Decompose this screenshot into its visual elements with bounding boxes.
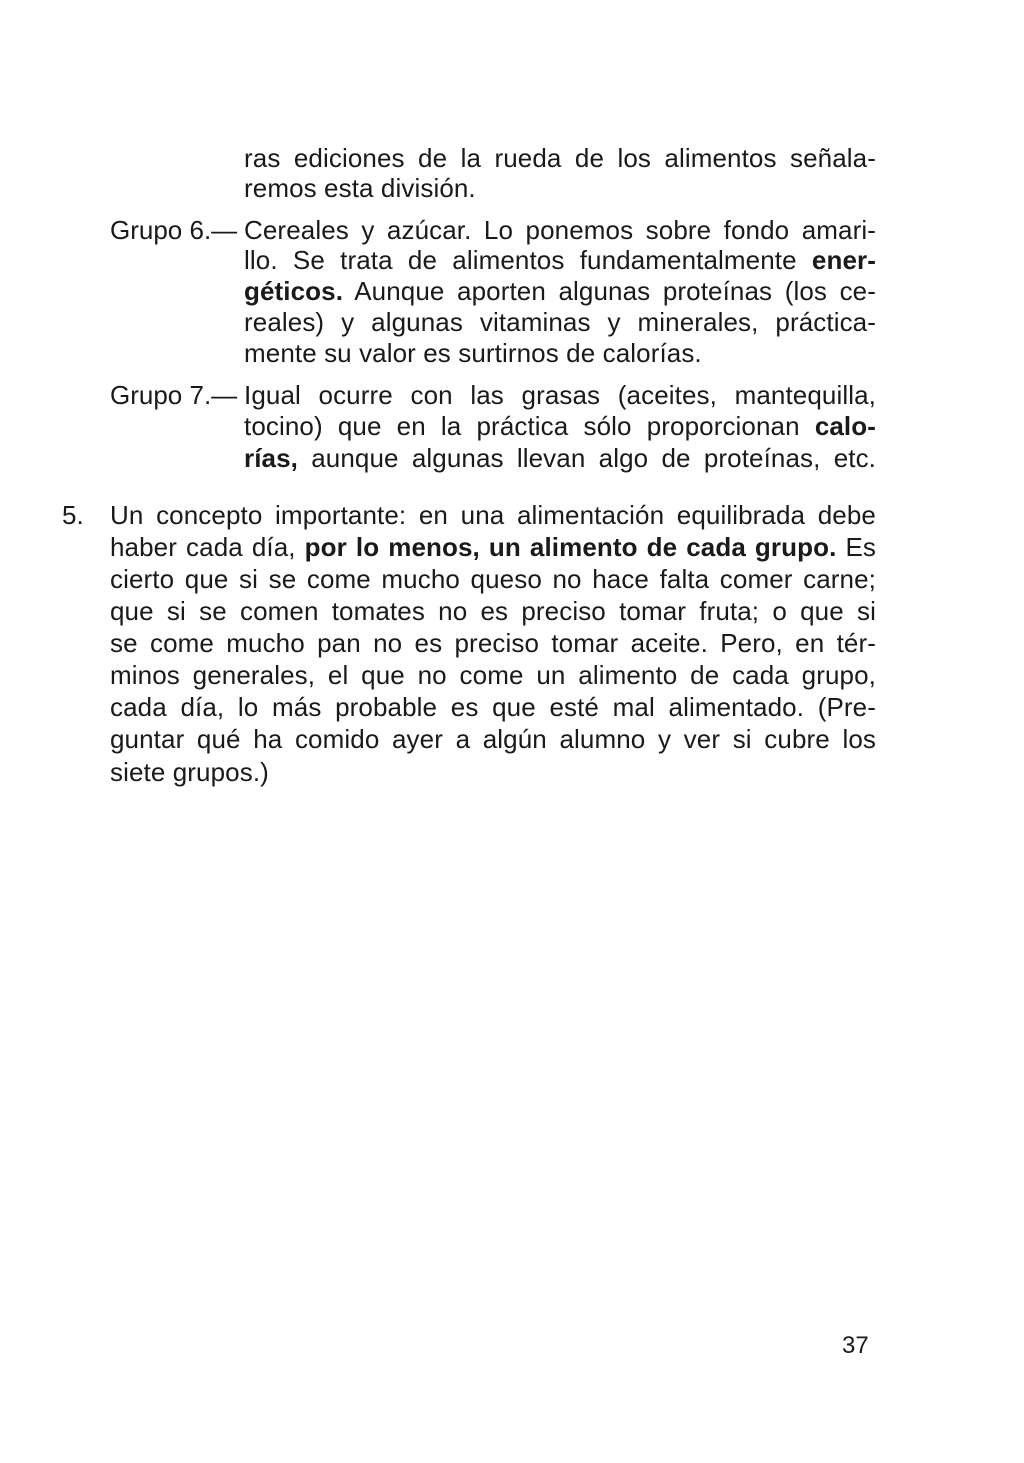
item-5-line-3: cierto que si se come mucho queso no hace falta comer carne; bbox=[110, 564, 876, 594]
group-6-line-3-text: Aunque aporten algunas proteínas (los ce- bbox=[343, 276, 876, 306]
group-7-line-3-text: aunque algunas llevan algo de proteínas, etc. bbox=[298, 443, 876, 473]
item-5-line-5: se come mucho pan no es preciso tomar aceite. Pero, en tér- bbox=[110, 628, 876, 658]
group-7-line-2-text: tocino) que en la práctica sólo proporcionan bbox=[244, 411, 815, 441]
item-5-line-6: minos generales, el que no come un alimento de cada grupo, bbox=[110, 660, 876, 690]
item-5-line-2-text-c: Es bbox=[836, 532, 876, 562]
item-5-line-8: guntar qué ha comido ayer a algún alumno y ver si cubre los bbox=[110, 724, 876, 754]
group-7-bold-calo: calo- bbox=[814, 411, 876, 441]
group-7-bold-rias: rías, bbox=[244, 443, 298, 473]
group-6-line-2 bbox=[244, 245, 876, 275]
item-5-bold-phrase: por lo menos, un alimento de cada grupo. bbox=[304, 532, 837, 562]
group-6-label: Grupo 6.— bbox=[110, 215, 238, 245]
item-5-line-2-text-a: haber cada día, bbox=[110, 532, 305, 562]
continuation-line-2: remos esta división. bbox=[244, 173, 476, 203]
item-5-line-7: cada día, lo más probable es que esté mal alimentado. (Pre- bbox=[110, 692, 876, 722]
group-7-line-3 bbox=[244, 443, 876, 473]
item-5-line-4: que si se comen tomates no es preciso tomar fruta; o que si bbox=[110, 596, 876, 626]
item-5-line-2 bbox=[110, 532, 876, 562]
group-7-line-2 bbox=[244, 411, 876, 441]
group-7-label: Grupo 7.— bbox=[110, 380, 238, 410]
group-6-line-2-text: llo. Se trata de alimentos fundamentalmente bbox=[244, 245, 812, 275]
group-6-line-1: Cereales y azúcar. Lo ponemos sobre fondo amari- bbox=[244, 215, 876, 245]
continuation-line-1: ras ediciones de la rueda de los alimentos señala- bbox=[244, 143, 876, 173]
group-6-bold-geticos: géticos. bbox=[244, 276, 344, 306]
group-7-line-1: Igual ocurre con las grasas (aceites, mantequilla, bbox=[244, 380, 876, 410]
item-5-line-1: Un concepto importante: en una alimentación equilibrada debe bbox=[110, 500, 876, 530]
item-5-line-9: siete grupos.) bbox=[110, 757, 269, 787]
item-5-number: 5. bbox=[62, 500, 84, 530]
page-number: 37 bbox=[842, 1332, 869, 1359]
group-6-bold-energe: ener- bbox=[811, 245, 876, 275]
group-6-line-4: reales) y algunas vitaminas y minerales, práctica- bbox=[244, 307, 876, 337]
group-6-line-3 bbox=[244, 276, 876, 306]
group-6-line-5: mente su valor es surtirnos de calorías. bbox=[244, 338, 702, 368]
